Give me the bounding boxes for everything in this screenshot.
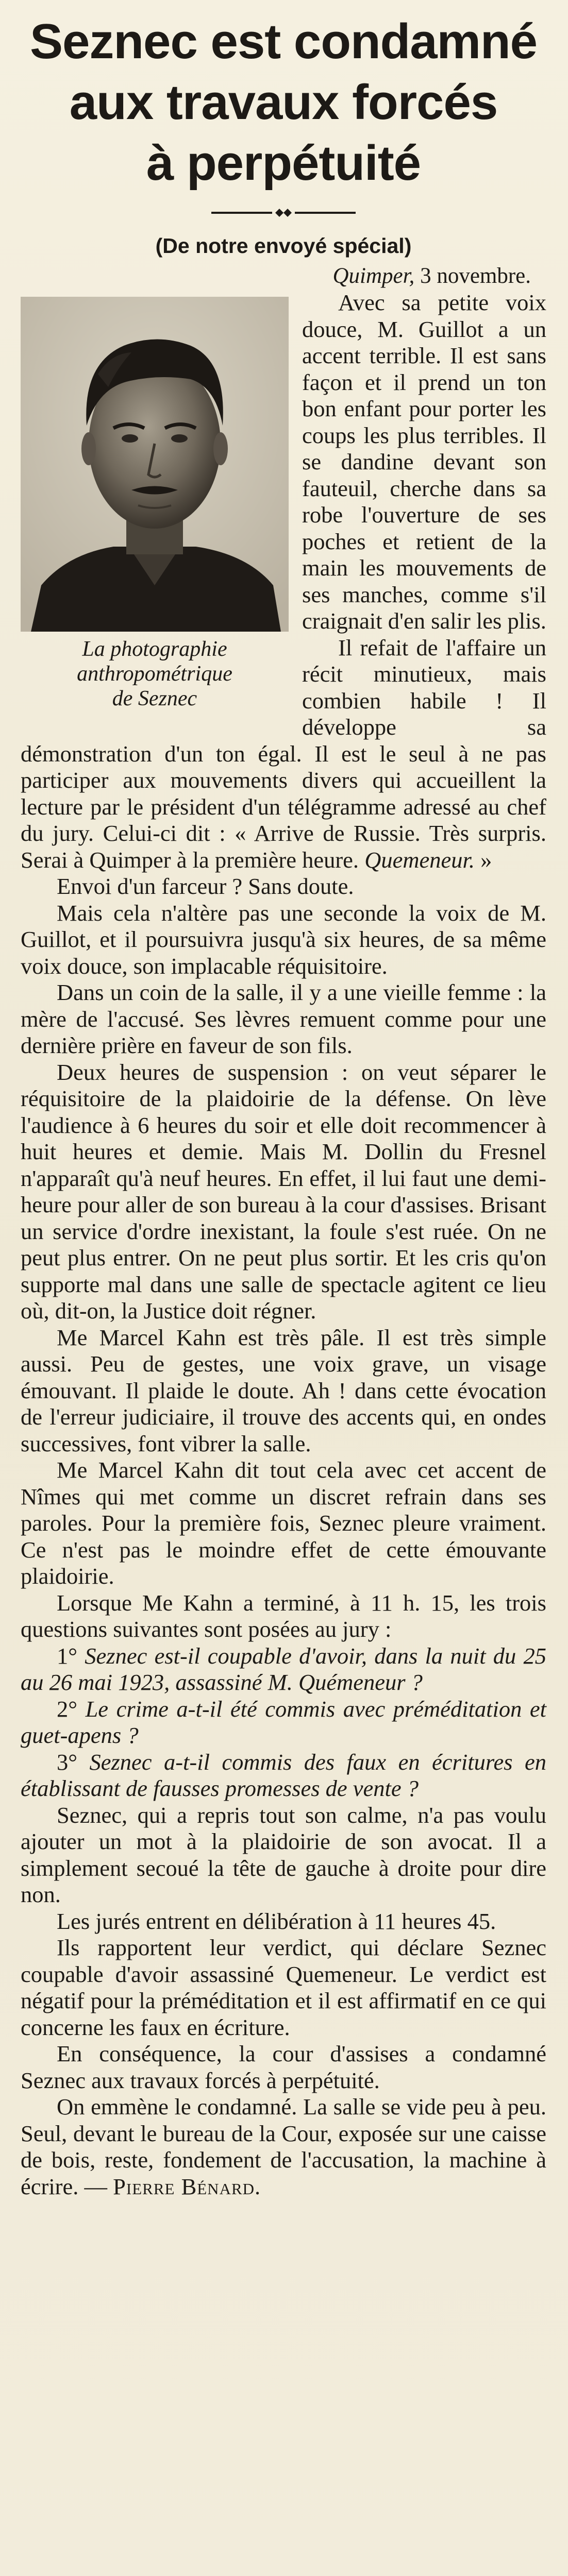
caption-line-2: anthropométrique	[77, 662, 232, 686]
paragraph-2-text: Il refait de l'affaire un récit minutieux, mais combien habile ! Il développe sa démonstration d'un ton égal. Il est le seul à ne pas participer aux mouvements divers qui accueillent la lecture par le président d'un télégramme adressé au chef du jury. Celui-ci dit : « Arrive de Russie. Très surpris. Serai à Quimper à la première heure.	[21, 634, 546, 873]
paragraph-8: Me Marcel Kahn dit tout cela avec cet accent de Nîmes qui met comme un discret refrain dans ses paroles. Pour la première fois, Seznec pleure vraiment. Ce n'est pas le moindre effet de cette émouvante plaidoirie.	[21, 1457, 546, 1589]
question-1-text: Seznec est-il coupable d'avoir, dans la nuit du 25 au 26 mai 1923, assassiné M. Quémeneur ?	[21, 1642, 547, 1695]
paragraph-14	[21, 2094, 546, 2200]
dateline-date: 3 novembre.	[420, 264, 531, 288]
paragraph-9: Lorsque Me Kahn a terminé, à 11 h. 15, les trois questions suivantes sont posées au jury :	[21, 1589, 546, 1642]
headline-line-3: à perpétuité	[146, 135, 421, 191]
kicker: (De notre envoyé spécial)	[155, 234, 412, 258]
paragraph-3: Envoi d'un farceur ? Sans doute.	[57, 873, 354, 899]
paragraph-7: Me Marcel Kahn est très pâle. Il est très simple aussi. Peu de gestes, une voix grave, un visage émouvant. Il plaide le doute. Ah ! dans cette évocation de l'erreur judiciaire, il trouve des accents qui, en ondes successives, font vibrer la salle.	[21, 1324, 546, 1456]
headline-line-1: Seznec est condamné	[29, 14, 538, 69]
paragraph-14-text: On emmène le condamné. La salle se vide peu à peu. Seul, devant le bureau de la Cour, exposée sur une caisse de bois, reste, fondement de l'accusation, la machine à écrire. —	[21, 2094, 546, 2199]
photo-caption	[21, 637, 289, 711]
question-3	[21, 1749, 546, 1802]
headline-line-2: aux travaux forcés	[69, 75, 498, 130]
question-3-text: Seznec a-t-il commis des faux en écritures en établissant de fausses promesses de vente ?	[21, 1749, 546, 1801]
question-1-number: 1°	[57, 1642, 78, 1669]
telegram-signature: Quemeneur.	[364, 846, 475, 873]
photo-block	[21, 297, 289, 711]
question-2-number: 2°	[57, 1696, 78, 1722]
question-2	[21, 1696, 546, 1749]
caption-line-1: La photographie	[82, 637, 227, 661]
dateline-place: Quimper,	[332, 264, 415, 288]
portrait-photo	[21, 297, 289, 632]
article-body	[21, 290, 546, 2200]
paragraph-6: Deux heures de suspension : on veut séparer le réquisitoire de la plaidoirie de la défense. On lève l'audience à 6 heures du soir et elle doit recommencer à huit heures et demie. Mais M. Dollin du Fresnel n'apparaît qu'à neuf heures. En effet, il lui faut une demi-heure pour aller de son bureau à la cour d'assises. Brisant un service d'ordre inexistant, la foule s'est ruée. On ne peut plus entrer. On ne peut plus sortir. Et les cris qu'on supporte mal dans une salle de spectacle agitent ce lieu où, dit-on, la Justice doit régner.	[21, 1059, 546, 1324]
question-3-number: 3°	[57, 1749, 78, 1775]
paragraph-11: Les jurés entrent en délibération à 11 heures 45.	[57, 1908, 496, 1934]
ornament-divider	[211, 205, 356, 221]
dateline	[21, 263, 531, 290]
author-signature: Pierre Bénard.	[113, 2173, 261, 2199]
paragraph-5: Dans un coin de la salle, il y a une vieille femme : la mère de l'accusé. Ses lèvres remuent comme pour une dernière prière en faveur de son fils.	[21, 979, 546, 1058]
question-1	[21, 1643, 546, 1696]
paragraph-10: Seznec, qui a repris tout son calme, n'a pas voulu ajouter un mot à la plaidoirie de son avocat. Il a simplement secoué la tête de gauche à droite pour dire non.	[21, 1802, 546, 1907]
paragraph-12: Ils rapportent leur verdict, qui déclare Seznec coupable d'avoir assassiné Quemeneur. Le verdict est négatif pour la préméditation et il est affirmatif en ce qui concerne les faux en écriture.	[21, 1935, 546, 2040]
caption-line-3: de Seznec	[112, 687, 197, 710]
paragraph-13: En conséquence, la cour d'assises a condamné Seznec aux travaux forcés à perpétuité.	[21, 2041, 546, 2093]
question-2-text: Le crime a-t-il été commis avec préméditation et guet-apens ?	[21, 1696, 547, 1748]
headline	[21, 11, 546, 194]
paragraph-4: Mais cela n'altère pas une seconde la voix de M. Guillot, et il poursuivra jusqu'à six heures, de sa même voix douce, son implacable réquisitoire.	[21, 900, 546, 979]
paragraph-2-end: »	[474, 846, 492, 873]
paragraph-1: Avec sa petite voix douce, M. Guillot a un accent terrible. Il est sans façon et il prend un ton bon enfant pour porter les coups les plus terribles. Il se dandine devant son fauteuil, cherche dans sa robe l'ouverture de ses poches et retient de la main les mouvements de ses manches, comme s'il craignait d'en salir les plis.	[302, 290, 546, 634]
